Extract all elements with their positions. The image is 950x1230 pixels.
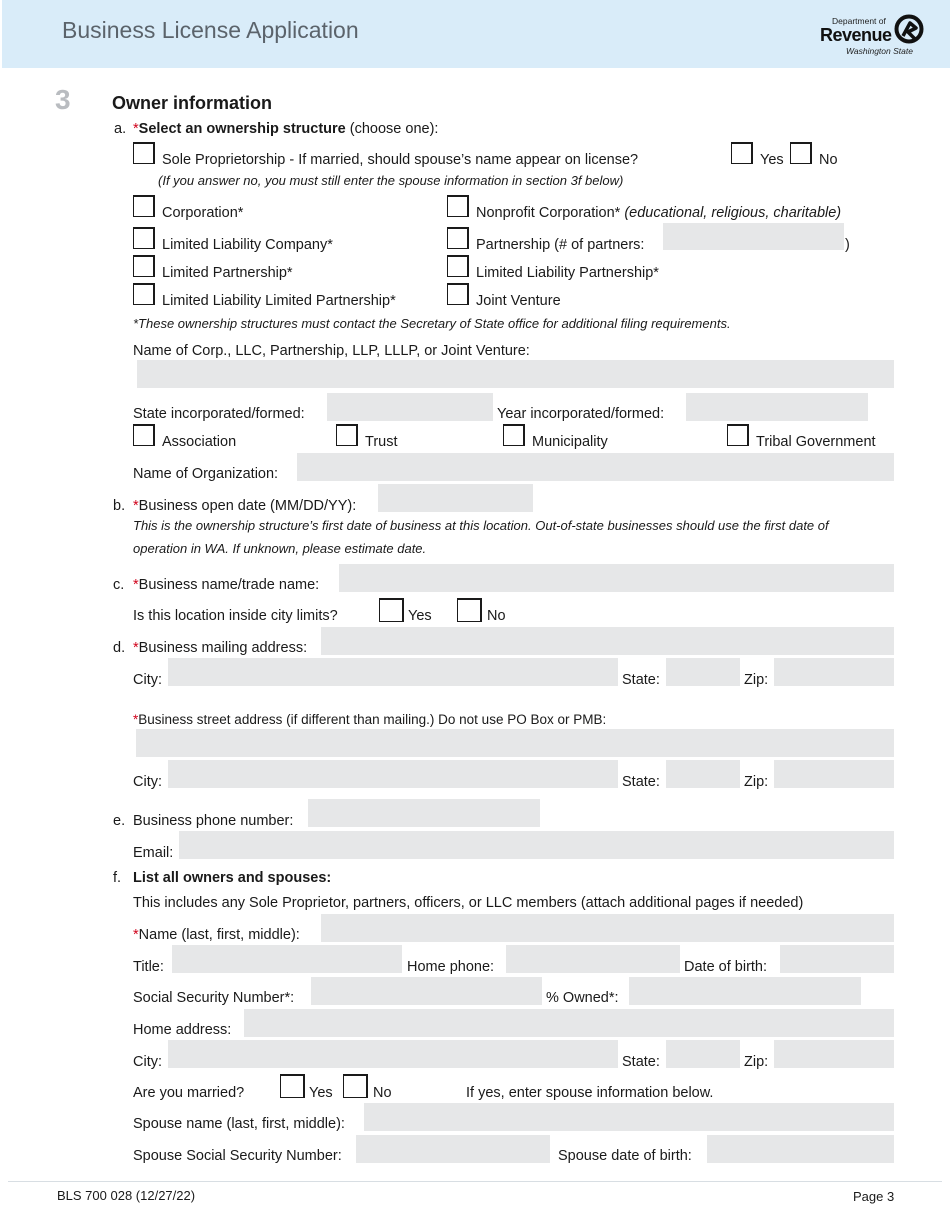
required-asterisk: * [133,927,139,943]
home-city-label: City: [133,1054,162,1070]
ownership-label [133,121,438,138]
street-address-label [133,711,606,728]
street-state-label: State: [622,774,660,790]
street-zip-field[interactable] [774,760,894,788]
home-state-label: State: [622,1054,660,1070]
married-note: If yes, enter spouse information below. [466,1085,714,1101]
spouse-on-license-yes-checkbox[interactable] [731,142,753,164]
state-incorporated-field[interactable] [327,393,493,421]
ownership-label-rest: (choose one): [345,121,439,137]
required-asterisk: * [133,121,139,137]
trade-name-label [133,577,319,594]
mailing-zip-field[interactable] [774,658,894,686]
year-incorporated-label: Year incorporated/formed: [497,406,665,422]
nonprofit-note: (educational, religious, charitable) [624,205,842,221]
org-name-label: Name of Organization: [133,466,279,482]
spouse-on-license-no-checkbox[interactable] [790,142,812,164]
dor-logo [818,14,928,60]
nonprofit-label [476,205,841,222]
required-asterisk: * [133,577,139,593]
partnership-close-paren: ) [845,237,850,253]
spouse-name-label: Spouse name (last, first, middle): [133,1116,345,1132]
association-label: Association [162,434,237,450]
required-asterisk: * [133,498,139,514]
lp-label: Limited Partnership* [162,265,293,281]
item-letter-d: d. [113,640,126,656]
joint-venture-checkbox[interactable] [447,283,469,305]
item-letter-b: b. [113,498,126,514]
mailing-city-field[interactable] [168,658,618,686]
street-zip-label: Zip: [744,774,769,790]
form-title: Business License Application [62,17,359,43]
required-asterisk: * [133,640,139,656]
item-letter-c: c. [113,577,125,593]
trade-name-field[interactable] [339,564,894,592]
logo-line3: Washington State [846,46,913,56]
owner-name-field[interactable] [321,914,894,942]
spouse-on-license-no-label: No [819,152,838,168]
owners-title: List all owners and spouses: [133,870,332,886]
email-field[interactable] [179,831,894,859]
partnership-label: Partnership (# of partners: [476,237,645,253]
home-zip-field[interactable] [774,1040,894,1068]
logo-line1: Department of [832,16,886,26]
logo-line2: Revenue [820,25,892,45]
married-no-checkbox[interactable] [343,1074,368,1098]
owner-name-label [133,927,300,944]
street-city-field[interactable] [168,760,618,788]
home-city-field[interactable] [168,1040,618,1068]
owner-name-label-text: Name (last, first, middle): [138,927,300,943]
lp-checkbox[interactable] [133,255,155,277]
footer-divider [8,1181,942,1182]
open-date-note-line2: operation in WA. If unknown, please estimate date. [133,541,427,556]
llc-label: Limited Liability Company* [162,237,333,253]
sole-proprietorship-note: (If you answer no, you must still enter the spouse information in section 3f below) [158,173,624,188]
business-phone-label: Business phone number: [133,813,294,829]
home-address-label: Home address: [133,1022,232,1038]
llc-checkbox[interactable] [133,227,155,249]
city-limits-yes-checkbox[interactable] [379,598,404,622]
mailing-address-label-text: Business mailing address: [138,640,308,656]
mailing-address-field[interactable] [321,627,894,655]
revenue-swoosh-icon [894,14,924,44]
spouse-dob-field[interactable] [707,1135,894,1163]
city-limits-no-label: No [487,608,506,624]
lllp-label: Limited Liability Limited Partnership* [162,293,396,309]
association-checkbox[interactable] [133,424,155,446]
trade-name-label-text: Business name/trade name: [138,577,320,593]
trust-checkbox[interactable] [336,424,358,446]
owner-title-label: Title: [133,959,164,975]
mailing-state-label: State: [622,672,660,688]
nonprofit-checkbox[interactable] [447,195,469,217]
sole-proprietorship-label: Sole Proprietorship - If married, should spouse’s name appear on license? [162,152,639,168]
home-state-field[interactable] [666,1040,740,1068]
number-of-partners-field[interactable] [663,223,844,250]
joint-venture-label: Joint Venture [476,293,561,309]
trust-label: Trust [365,434,398,450]
spouse-on-license-yes-label: Yes [760,152,784,168]
percent-owned-field[interactable] [629,977,861,1005]
sole-proprietorship-checkbox[interactable] [133,142,155,164]
ownership-label-bold: Select an ownership structure [138,121,346,137]
owner-ssn-field[interactable] [311,977,542,1005]
corporation-checkbox[interactable] [133,195,155,217]
city-limits-label: Is this location inside city limits? [133,608,338,624]
business-phone-field[interactable] [308,799,540,827]
item-letter-e: e. [113,813,126,829]
city-limits-no-checkbox[interactable] [457,598,482,622]
city-limits-yes-label: Yes [408,608,432,624]
owner-dob-field[interactable] [780,945,894,973]
spouse-ssn-field[interactable] [356,1135,550,1163]
mailing-zip-label: Zip: [744,672,769,688]
home-address-field[interactable] [244,1009,894,1037]
married-no-label: No [373,1085,392,1101]
open-date-note-line1: This is the ownership structure’s first date of business at this location. Out-of-state businesses should use the first date of [133,518,829,533]
married-label: Are you married? [133,1085,245,1101]
spouse-ssn-label: Spouse Social Security Number: [133,1148,342,1164]
street-state-field[interactable] [666,760,740,788]
street-address-field[interactable] [136,729,894,757]
tribal-government-checkbox[interactable] [727,424,749,446]
owner-ssn-label: Social Security Number*: [133,990,295,1006]
spouse-name-field[interactable] [364,1103,894,1131]
home-phone-label: Home phone: [407,959,495,975]
llp-label: Limited Liability Partnership* [476,265,659,281]
owners-description: This includes any Sole Proprietor, partners, officers, or LLC members (attach additional pages if needed) [133,895,804,911]
owner-title-field[interactable] [172,945,402,973]
item-letter-f: f. [113,870,122,886]
partnership-checkbox[interactable] [447,227,469,249]
percent-owned-label: % Owned*: [546,990,619,1006]
street-city-label: City: [133,774,162,790]
home-zip-label: Zip: [744,1054,769,1070]
municipality-checkbox[interactable] [503,424,525,446]
street-address-label-text: Business street address (if different than mailing.) Do not use PO Box or PMB: [138,712,607,727]
open-date-label-text: Business open date (MM/DD/YY): [138,498,357,514]
open-date-field[interactable] [378,484,533,512]
llp-checkbox[interactable] [447,255,469,277]
org-name-field[interactable] [297,453,894,481]
corp-name-field[interactable] [137,360,894,388]
state-incorporated-label: State incorporated/formed: [133,406,305,422]
tribal-government-label: Tribal Government [756,434,876,450]
married-yes-label: Yes [309,1085,333,1101]
corp-name-label: Name of Corp., LLC, Partnership, LLP, LLLP, or Joint Venture: [133,343,530,359]
year-incorporated-field[interactable] [686,393,868,421]
required-asterisk: * [133,712,139,727]
mailing-address-label [133,640,307,657]
section-title: Owner information [112,93,273,113]
open-date-label [133,498,356,515]
municipality-label: Municipality [532,434,608,450]
home-phone-field[interactable] [506,945,680,973]
email-label: Email: [133,845,174,861]
nonprofit-label-text: Nonprofit Corporation* [476,205,621,221]
mailing-city-label: City: [133,672,162,688]
lllp-checkbox[interactable] [133,283,155,305]
owner-dob-label: Date of birth: [684,959,768,975]
page-number: Page 3 [853,1189,895,1204]
mailing-state-field[interactable] [666,658,740,686]
sos-footnote: *These ownership structures must contact the Secretary of State office for additional filing requirements. [133,316,731,331]
item-letter-a: a. [114,121,127,137]
married-yes-checkbox[interactable] [280,1074,305,1098]
spouse-dob-label: Spouse date of birth: [558,1148,692,1164]
corporation-label: Corporation* [162,205,244,221]
section-number: 3 [55,84,71,115]
form-id: BLS 700 028 (12/27/22) [57,1188,196,1203]
